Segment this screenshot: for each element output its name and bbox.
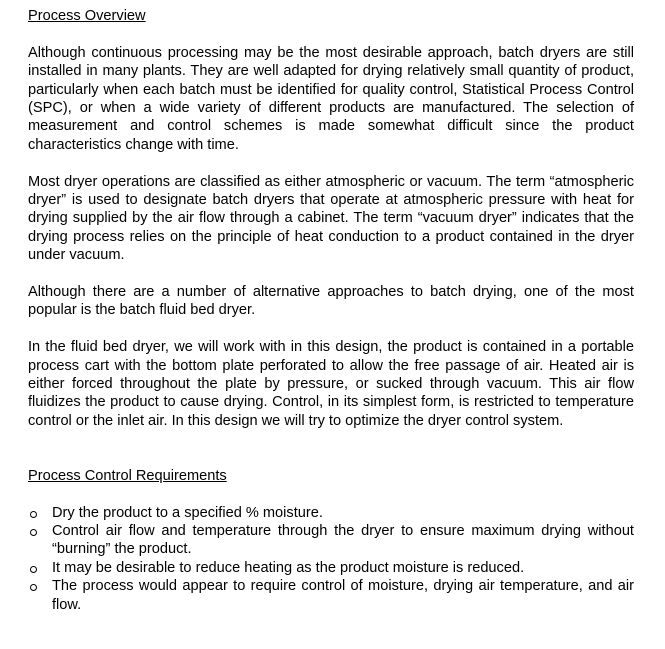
list-item-text: Control air flow and temperature through the dryer to ensure maximum drying without “burning” the product. [52,523,634,558]
list-item [28,559,634,577]
list-item-text: The process would appear to require control of moisture, drying air temperature, and air flow. [52,578,634,613]
process-control-requirements-heading: Process Control Requirements [28,467,227,484]
process-overview-heading: Process Overview [28,8,146,24]
requirements-list [28,504,634,614]
list-item [28,522,634,559]
list-item [28,504,634,522]
list-item-text: Dry the product to a specified % moisture. [52,504,323,521]
overview-paragraph-batch-dryers: Although continuous processing may be the most desirable approach, batch dryers are still installed in many plants. They are well adapted for drying relatively small quantity of product, particularly when each batch must be identified for quality control, Statistical Process Control (SPC), or when a wide variety of different products are manufactured. The selection of measurement and control schemes is made somewhat difficult since the product characteristics change with time. [28,44,634,153]
overview-paragraph-fluid-bed: Although there are a number of alternative approaches to batch drying, one of the most popular is the batch fluid bed dryer. [28,284,634,319]
list-item [28,577,634,614]
overview-paragraph-dryer-types: Most dryer operations are classified as either atmospheric or vacuum. The term “atmospheric dryer” is used to designate batch dryers that operate at atmospheric pressure with heat for drying supplied by the air flow through a cabinet. The term “vacuum dryer” indicates that the drying process relies on the principle of heat conduction to a product contained in the dryer under vacuum. [28,173,634,264]
list-item-text: It may be desirable to reduce heating as the product moisture is reduced. [52,559,525,576]
document-page [28,7,634,614]
overview-paragraph-design: In the fluid bed dryer, we will work with in this design, the product is contained in a portable process cart with the bottom plate perforated to allow the free passage of air. Heated air is either forced throughout the plate by pressure, or sucked through vacuum. This air flow fluidizes the product to cause drying. Control, in its simplest form, is restricted to temperature control or the inlet air. In this design we will try to optimize the dryer control system. [28,339,634,429]
